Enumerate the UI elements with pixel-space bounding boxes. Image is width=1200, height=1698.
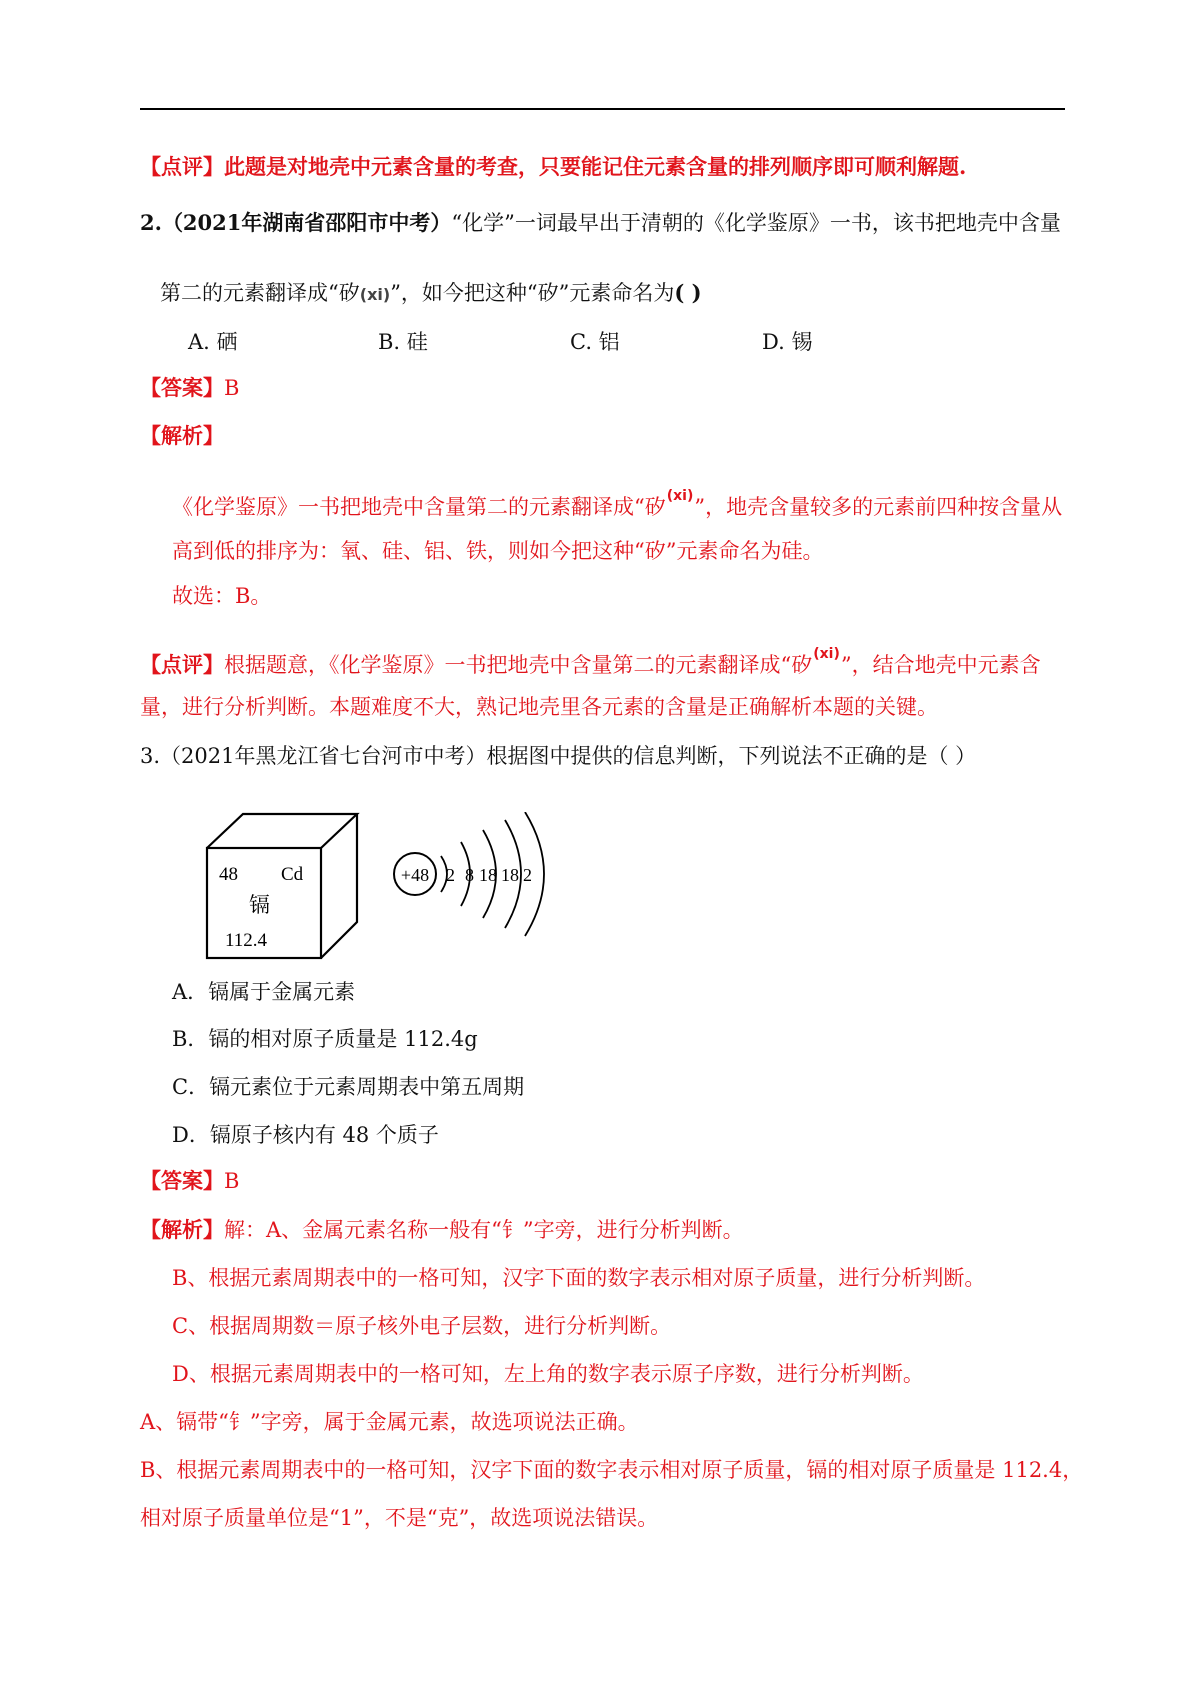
comment-tag: 【点评】 — [140, 652, 224, 677]
q2-comment-part-a: 根据题意，《化学鉴原》一书把地壳中含量第二的元素翻译成“矽 — [224, 653, 813, 677]
q3-option-a: A．镉属于金属元素 — [172, 980, 356, 1004]
q2-comment-xi: (xi) — [813, 646, 840, 662]
analysis-text: 解：A、金属元素名称一般有“钅”字旁，进行分析判断。 — [224, 1218, 744, 1242]
shell-count-1: 2 — [446, 865, 455, 885]
q2-comment-line2: 量，进行分析判断。本题难度不大，熟记地壳里各元素的含量是正确解析本题的关键。 — [140, 695, 938, 719]
q2-option-a: A. 硒 — [188, 330, 238, 354]
q2-analysis-part-b: ”，地壳含量较多的元素前四种按含量从 — [694, 495, 1063, 519]
q3-detail-line1: A、镉带“钅”字旁，属于金属元素，故选项说法正确。 — [140, 1410, 639, 1434]
answer-value: B — [224, 1169, 240, 1193]
q2-stem-line2 — [160, 278, 702, 310]
q3-option-d: D．镉原子核内有 48 个质子 — [172, 1123, 439, 1147]
q2-analysis-xi: (xi) — [666, 488, 694, 504]
analysis-tag: 【解析】 — [140, 1217, 224, 1242]
q2-answer-paren: ( ) — [674, 280, 702, 305]
cadmium-diagram — [205, 812, 555, 962]
atomic-number: 48 — [219, 864, 238, 885]
shell-count-4: 18 — [501, 865, 519, 885]
q2-answer — [140, 373, 239, 403]
q3-detail-line3: 相对原子质量单位是“1”，不是“克”，故选项说法错误。 — [140, 1506, 659, 1530]
atomic-mass: 112.4 — [225, 930, 268, 951]
q3-analysis-line2: B、根据元素周期表中的一格可知，汉字下面的数字表示相对原子质量，进行分析判断。 — [172, 1266, 986, 1290]
q2-source: （2021年湖南省邵阳市中考） — [161, 210, 452, 235]
element-name: 镉 — [249, 893, 270, 917]
q3-option-b: B．镉的相对原子质量是 112.4g — [172, 1027, 478, 1051]
answer-tag: 【答案】 — [140, 1168, 224, 1193]
q2-option-d: D. 锡 — [762, 330, 813, 354]
q2-stem-text: “化学”一词最早出于清朝的《化学鉴原》一书，该书把地壳中含量 — [451, 211, 1061, 235]
q2-analysis-line2: 高到低的排序为：氧、硅、铝、铁，则如今把这种“矽”元素命名为硅。 — [172, 539, 824, 563]
q3-analysis-line1 — [140, 1215, 744, 1245]
q3-option-c: C．镉元素位于元素周期表中第五周期 — [172, 1075, 525, 1099]
q3-answer — [140, 1166, 239, 1196]
q2-stem-line1 — [140, 208, 1061, 238]
q3-analysis-line4: D、根据元素周期表中的一格可知，左上角的数字表示原子序数，进行分析判断。 — [172, 1362, 924, 1386]
q3-number: 3. — [140, 744, 161, 768]
q2-comment-part-b: ”，结合地壳中元素含 — [840, 653, 1041, 677]
comment-text: 此题是对地壳中元素含量的考查，只要能记住元素含量的排列顺序即可顺利解题. — [224, 154, 967, 179]
q3-detail-line2: B、根据元素周期表中的一格可知，汉字下面的数字表示相对原子质量，镉的相对原子质量是 112.4， — [140, 1458, 1084, 1482]
q2-analysis-line1 — [172, 488, 1063, 525]
shell-count-3: 18 — [479, 865, 497, 885]
answer-tag: 【答案】 — [140, 375, 224, 400]
analysis-tag: 【解析】 — [140, 423, 224, 448]
q2-option-b: B. 硅 — [378, 330, 428, 354]
q2-option-c: C. 铝 — [570, 330, 620, 354]
shell-count-5: 2 — [523, 865, 532, 885]
q3-analysis-line3: C、根据周期数＝原子核外电子层数，进行分析判断。 — [172, 1314, 672, 1338]
q2-xi-annotation: (xi) — [359, 285, 391, 304]
q2-analysis-line3: 故选：B。 — [172, 584, 272, 608]
q2-analysis-part-a: 《化学鉴原》一书把地壳中含量第二的元素翻译成“矽 — [172, 495, 666, 519]
shell-count-2: 8 — [465, 865, 474, 885]
nucleus-charge: +48 — [400, 865, 430, 885]
element-symbol: Cd — [281, 864, 304, 885]
q2-stem-part-b: ”，如今把这种“矽”元素命名为 — [390, 281, 675, 305]
prev-comment — [140, 152, 966, 182]
q2-stem-part-a: 第二的元素翻译成“矽 — [160, 281, 360, 305]
answer-value: B — [224, 376, 240, 400]
q2-comment-line1 — [140, 646, 1041, 683]
header-rule — [140, 108, 1065, 110]
q2-number: 2. — [140, 210, 162, 235]
comment-tag: 【点评】 — [140, 154, 224, 179]
q3-stem-text: （2021年黑龙江省七台河市中考）根据图中提供的信息判断，下列说法不正确的是（ ） — [160, 744, 977, 768]
q2-analysis-tag — [140, 421, 224, 451]
q3-stem — [140, 741, 976, 771]
q3-figure — [205, 812, 555, 962]
